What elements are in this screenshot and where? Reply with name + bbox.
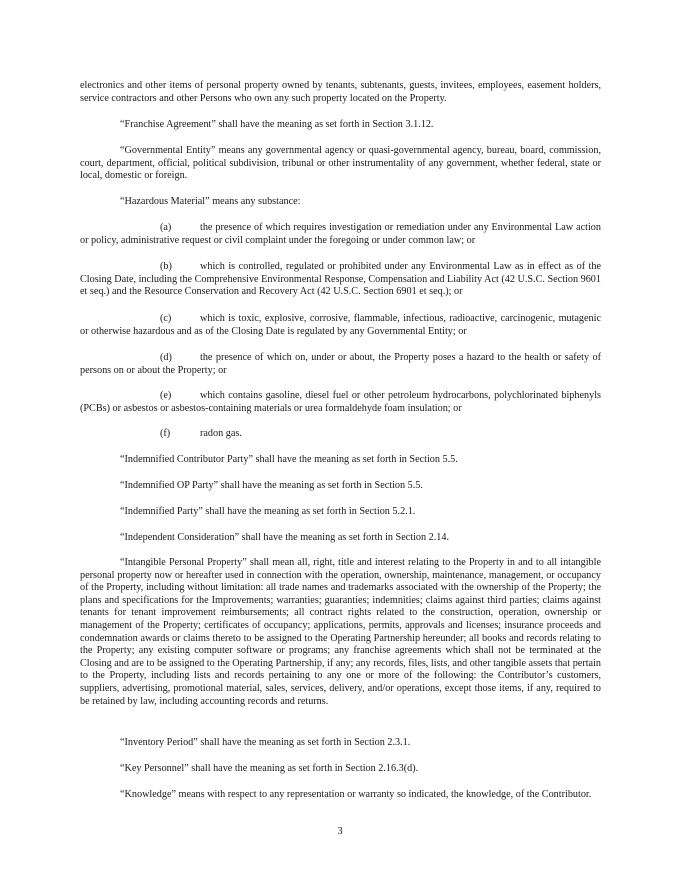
- definition-indemnified-op-party: “Indemnified OP Party” shall have the meaning as set forth in Section 5.5.: [120, 480, 423, 491]
- clause-text: the presence of which requires investigation or remediation under any Environmental Law action or policy, administrative request or civil complaint under the foregoing or under common law; or: [80, 222, 601, 246]
- hazardous-clause-c: [80, 313, 601, 338]
- clause-text: radon gas.: [200, 428, 242, 439]
- clause-label: (c): [160, 313, 172, 324]
- definition-hazardous-material: “Hazardous Material” means any substance:: [120, 196, 301, 207]
- hazardous-clause-f: [80, 428, 601, 441]
- clause-text: which is controlled, regulated or prohibited under any Environmental Law as in effect as of the Closing Date, including the Comprehensive Environmental Response, Compensation and Liability Act (42 U.S.C. Section 9601 et seq.) and the Resource Conservation and Recovery Act (42 U.S.C. Section 6901 et seq.); or: [80, 261, 601, 298]
- definition-franchise-agreement: “Franchise Agreement” shall have the meaning as set forth in Section 3.1.12.: [120, 119, 434, 130]
- definition-indemnified-party: “Indemnified Party” shall have the meaning as set forth in Section 5.2.1.: [120, 506, 416, 517]
- definition-inventory-period: “Inventory Period” shall have the meaning as set forth in Section 2.3.1.: [120, 737, 411, 748]
- clause-text: the presence of which on, under or about, the Property poses a hazard to the health or safety of persons on or about the Property; or: [80, 352, 601, 376]
- hazardous-clause-e: [80, 390, 601, 415]
- hazardous-clause-a: [80, 222, 601, 247]
- clause-text: which contains gasoline, diesel fuel or other petroleum hydrocarbons, polychlorinated biphenyls (PCBs) or asbestos or asbestos-containing materials or urea formaldehyde foam insulation; or: [80, 390, 601, 414]
- definition-intangible-personal-property: “Intangible Personal Property” shall mean all, right, title and interest relating to the Property in and to all intangible personal property now or hereafter used in connection with the operation, ownership, maintenance, management, or occupancy of the Property, including without limitation: all trade names and trademarks associated with the ownership of the Property; the plans and specifications for the Improvements; warranties; guaranties; indemnities; claims against third parties; claims against tenants for tenant improvement reimbursements; all contract rights related to the construction, operation, ownership or management of the Property; certificates of occupancy; applications, permits, approvals and licenses; insurance proceeds and condemnation awards or claims thereto to be assigned to the Operating Partnership hereunder; all books and records relating to the Property; any existing computer software or programs; any franchise agreements which shall not be terminated at the Closing and are to be assigned to the Operating Partnership, if any; any records, files, lists, and other tangible assets that pertain to the Property, including lists and records pertaining to any one or more of the following: the Contributor’s customers, suppliers, advertising, promotional material, sales, services, delivery, and/or operations, except those items, if any, required to be retained by law, including accounting records and returns.: [80, 557, 601, 707]
- definition-key-personnel: “Key Personnel” shall have the meaning as set forth in Section 2.16.3(d).: [120, 763, 419, 774]
- clause-label: (d): [160, 352, 172, 363]
- clause-label: (f): [160, 428, 171, 439]
- definition-indemnified-contributor-party: “Indemnified Contributor Party” shall have the meaning as set forth in Section 5.5.: [120, 454, 458, 465]
- definition-governmental-entity: “Governmental Entity” means any governmental agency or quasi-governmental agency, bureau, board, commission, court, department, official, political subdivision, tribunal or other instrumentality of any government, whether federal, state or local, domestic or foreign.: [80, 145, 601, 182]
- clause-label: (b): [160, 261, 172, 272]
- hazardous-clause-b: [80, 261, 601, 299]
- hazardous-clause-d: [80, 352, 601, 377]
- clause-text: which is toxic, explosive, corrosive, flammable, infectious, radioactive, carcinogenic, mutagenic or otherwise hazardous and as of the Closing Date is regulated by any Governmental Entity; or: [80, 313, 601, 337]
- definition-knowledge: “Knowledge” means with respect to any representation or warranty so indicated, the knowledge, of the Contributor.: [120, 789, 592, 800]
- definition-independent-consideration: “Independent Consideration” shall have the meaning as set forth in Section 2.14.: [120, 532, 450, 543]
- clause-label: (e): [160, 390, 172, 401]
- page-number: 3: [337, 826, 343, 837]
- clause-label: (a): [160, 222, 172, 233]
- paragraph-personal-property-continuation: electronics and other items of personal property owned by tenants, subtenants, guests, invitees, employees, easement holders, service contractors and other Persons who own any such property located on the Property.: [80, 80, 601, 104]
